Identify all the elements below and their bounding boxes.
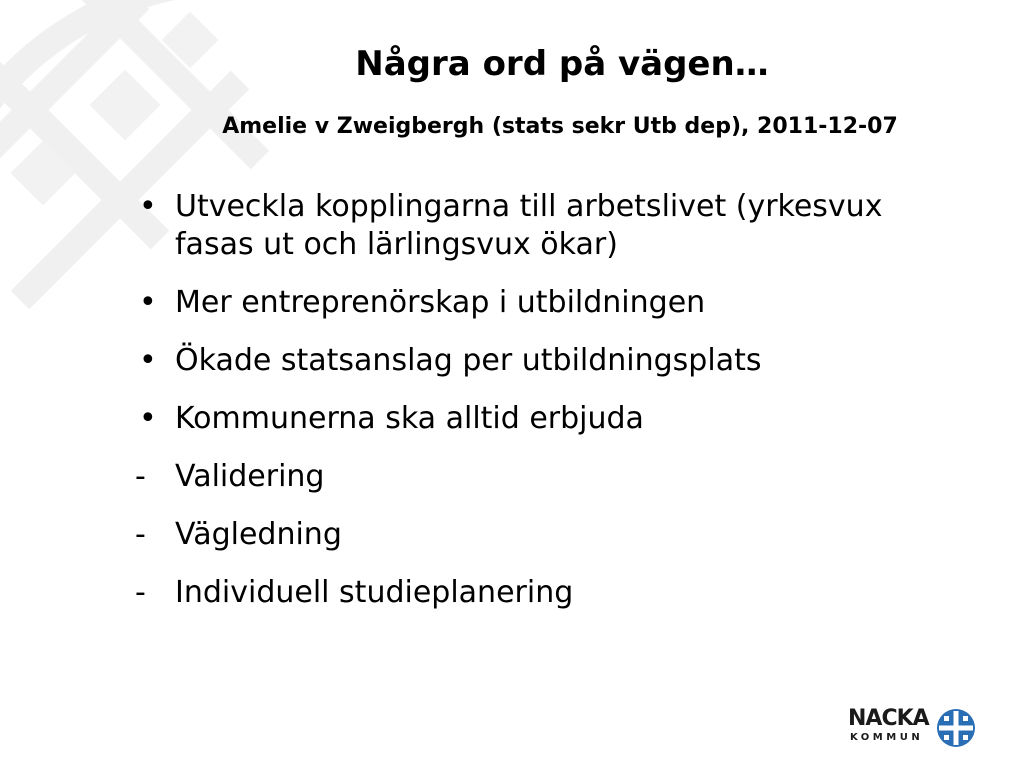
list-item xyxy=(135,284,955,322)
logo-subname: KOMMUN xyxy=(850,732,924,743)
bullet-marker: • xyxy=(139,401,157,436)
slide-subtitle: Amelie v Zweigbergh (stats sekr Utb dep), 2011-12-07 xyxy=(222,114,898,139)
list-item xyxy=(135,574,955,612)
list-item-text: Mer entreprenörskap i utbildningen xyxy=(175,285,706,320)
list-item-text: Ökade statsanslag per utbildningsplats xyxy=(175,343,762,378)
logo-name: NACKA xyxy=(848,706,929,731)
list-item-text: Kommunerna ska alltid erbjuda xyxy=(175,401,644,436)
list-item-text: Validering xyxy=(175,459,325,494)
dash-marker: - xyxy=(135,459,146,494)
slide-content-list xyxy=(135,188,955,632)
list-item-text: Vägledning xyxy=(175,517,342,552)
bullet-marker: • xyxy=(139,285,157,320)
logo-emblem-icon xyxy=(936,708,976,748)
list-item xyxy=(135,188,955,264)
list-item xyxy=(135,400,955,438)
dash-marker: - xyxy=(135,575,146,610)
list-item-text: Individuell studieplanering xyxy=(175,575,574,610)
list-item xyxy=(135,342,955,380)
list-item xyxy=(135,516,955,554)
list-item-text: Utveckla kopplingarna till arbetslivet (yrkesvux fasas ut och lärlingsvux ökar) xyxy=(175,189,883,262)
slide-title: Några ord på vägen… xyxy=(355,44,769,84)
bullet-marker: • xyxy=(139,189,157,224)
dash-marker: - xyxy=(135,517,146,552)
list-item xyxy=(135,458,955,496)
nacka-kommun-logo xyxy=(848,706,978,750)
bullet-marker: • xyxy=(139,343,157,378)
